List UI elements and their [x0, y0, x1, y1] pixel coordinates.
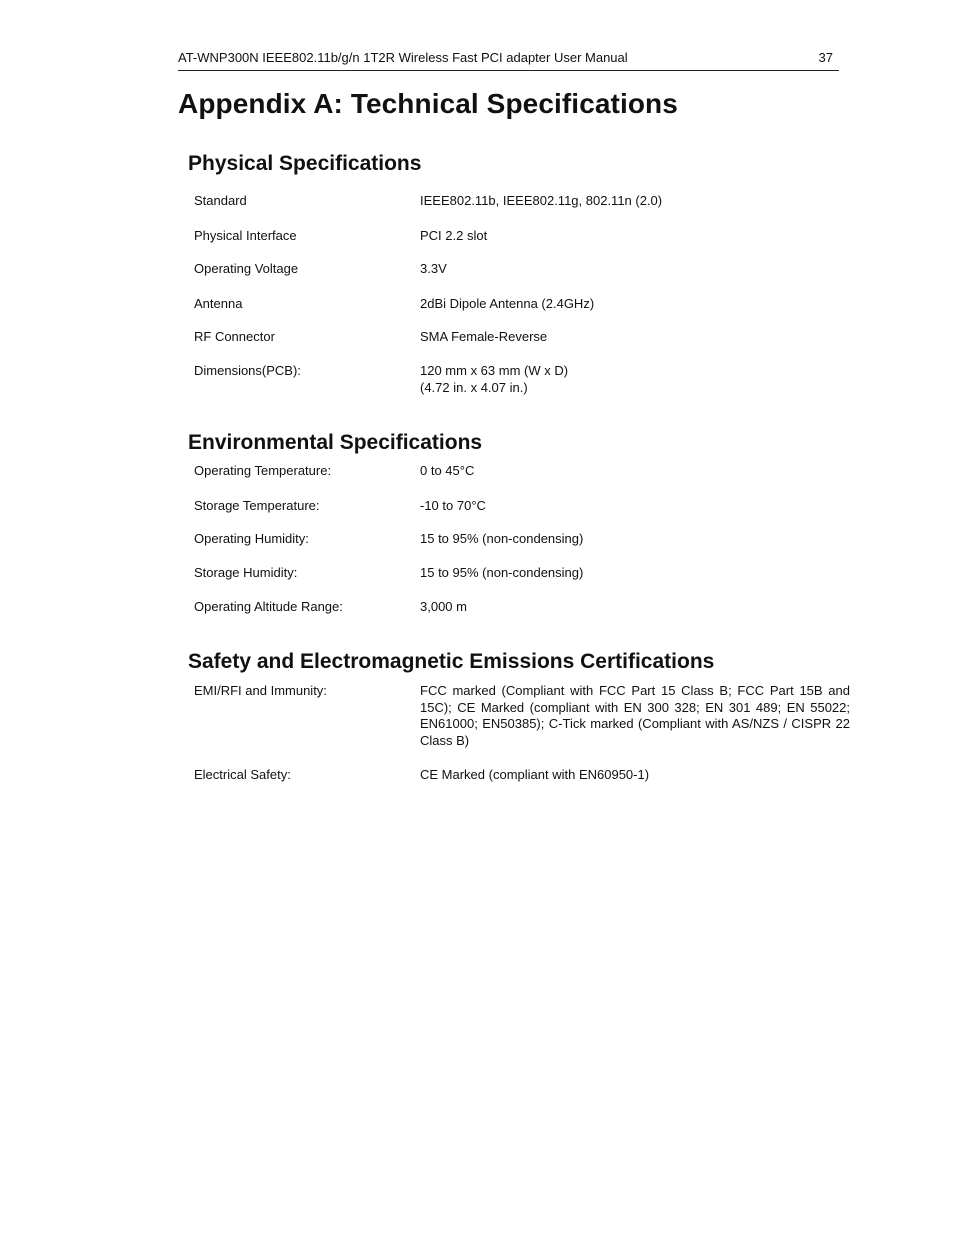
- spec-value: 120 mm x 63 mm (W x D) (4.72 in. x 4.07 in.): [420, 363, 569, 395]
- spec-value: PCI 2.2 slot: [420, 228, 488, 243]
- spec-value: 15 to 95% (non-condensing): [420, 565, 584, 580]
- spec-label: Operating Voltage: [194, 261, 299, 276]
- spec-label: Physical Interface: [194, 228, 297, 243]
- spec-value: 2dBi Dipole Antenna (2.4GHz): [420, 296, 595, 311]
- page-title: Appendix A: Technical Specifications: [178, 88, 678, 119]
- spec-value: FCC marked (Compliant with FCC Part 15 Class B; FCC Part 15B and 15C); CE Marked (compliant with EN 300 328; EN 301 489; EN 55022; EN61000; EN50385); C-Tick marked (Compliant with AS/NZS / CISPR 22 Class B): [420, 683, 850, 748]
- spec-label: Operating Temperature:: [194, 463, 332, 478]
- spec-label: Storage Humidity:: [194, 565, 298, 580]
- spec-label: EMI/RFI and Immunity:: [194, 683, 327, 698]
- spec-value: SMA Female-Reverse: [420, 329, 548, 344]
- safety-certifications-heading: Safety and Electromagnetic Emissions Certifications: [188, 650, 715, 673]
- spec-value: -10 to 70°C: [420, 498, 486, 513]
- spec-label: Storage Temperature:: [194, 498, 320, 513]
- spec-label: Electrical Safety:: [194, 767, 291, 782]
- spec-value: 3.3V: [420, 261, 447, 276]
- page-number: 37: [818, 50, 833, 65]
- spec-value: CE Marked (compliant with EN60950-1): [420, 767, 650, 782]
- spec-label: Antenna: [194, 296, 243, 311]
- spec-label: Dimensions(PCB):: [194, 363, 301, 378]
- spec-label: RF Connector: [194, 329, 275, 344]
- header-title: AT-WNP300N IEEE802.11b/g/n 1T2R Wireless Fast PCI adapter User Manual: [178, 50, 628, 65]
- spec-value: IEEE802.11b, IEEE802.11g, 802.11n (2.0): [420, 193, 663, 208]
- page-header: [178, 50, 839, 71]
- spec-label: Operating Humidity:: [194, 531, 309, 546]
- spec-label: Standard: [194, 193, 247, 208]
- physical-specifications-heading: Physical Specifications: [188, 152, 422, 175]
- spec-label: Operating Altitude Range:: [194, 599, 343, 614]
- spec-value: 15 to 95% (non-condensing): [420, 531, 584, 546]
- spec-value: 0 to 45°C: [420, 463, 475, 478]
- environmental-specifications-heading: Environmental Specifications: [188, 431, 483, 454]
- spec-value: 3,000 m: [420, 599, 467, 614]
